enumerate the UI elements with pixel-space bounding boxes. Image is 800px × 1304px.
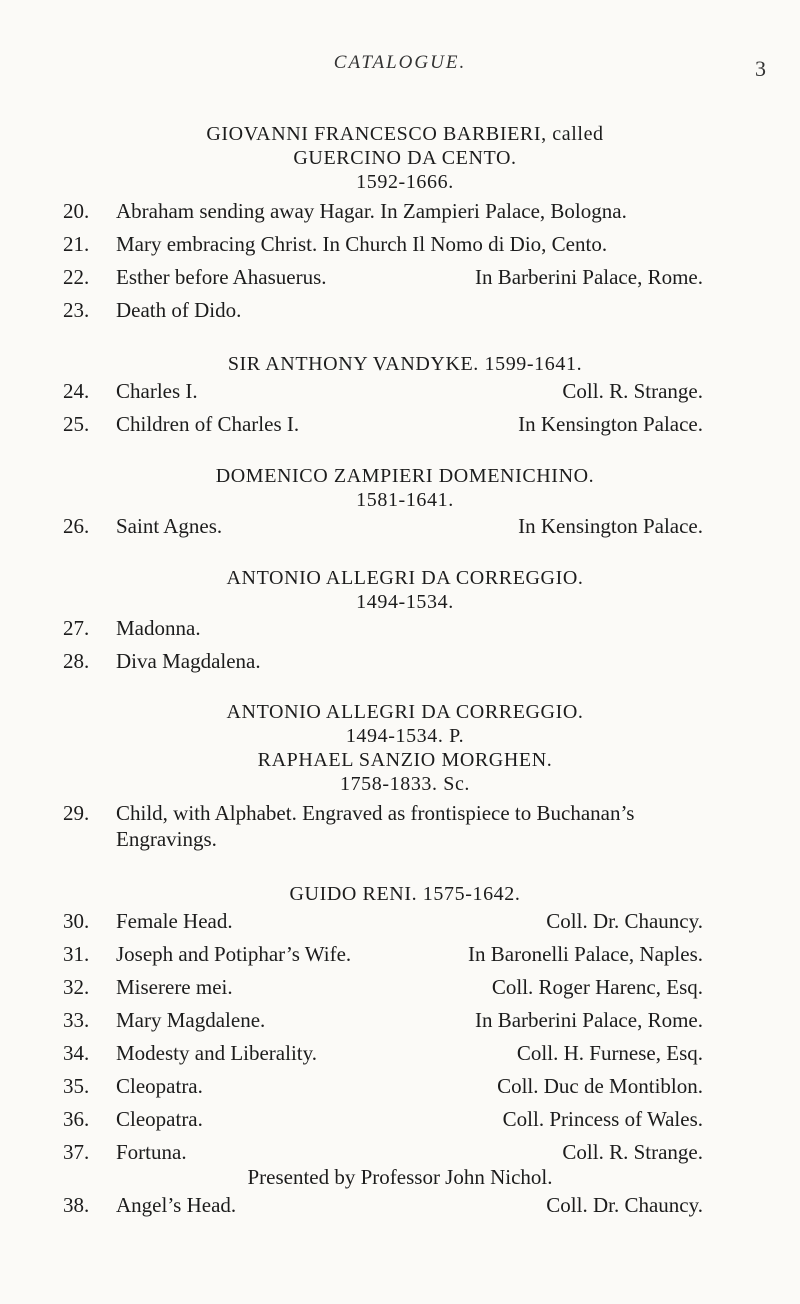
entry-title: Child, with Alphabet. Engraved as frontispiece to Buchanan’s Engravings.	[116, 801, 635, 851]
entry-location: In Kensington Palace.	[518, 412, 703, 436]
catalogue-entry	[0, 229, 800, 259]
catalogue-entry	[0, 972, 800, 1002]
entry-title: Abraham sending away Hagar. In Zampieri Palace, Bologna.	[116, 199, 627, 223]
catalogue-entry	[0, 646, 800, 676]
entry-note: Presented by Professor John Nichol.	[247, 1165, 553, 1189]
entry-title: Mary embracing Christ. In Church Il Nomo di Dio, Cento.	[116, 232, 608, 256]
artist-name-line: SIR ANTHONY VANDYKE. 1599-1641.	[227, 353, 583, 375]
entry-number: 38.	[63, 1193, 90, 1217]
entry-number: 34.	[63, 1041, 90, 1065]
entry-location: Coll. Duc de Montiblon.	[497, 1074, 703, 1098]
entry-location: In Barberini Palace, Rome.	[474, 1008, 703, 1032]
entry-number: 32.	[63, 975, 90, 999]
entry-title: Angel’s Head.	[116, 1193, 237, 1217]
entry-title: Joseph and Potiphar’s Wife.	[116, 942, 352, 966]
engraver-name-line: RAPHAEL SANZIO MORGHEN.	[257, 749, 553, 771]
artist-dates: 1592-1666.	[356, 171, 454, 193]
entry-title: Madonna.	[116, 616, 201, 640]
entry-title: Charles I.	[116, 379, 198, 403]
entry-title: Death of Dido.	[116, 298, 242, 322]
entry-title: Children of Charles I.	[116, 412, 300, 436]
catalogue-entry	[0, 1104, 800, 1134]
entry-number: 27.	[63, 616, 90, 640]
entry-number: 21.	[63, 232, 90, 256]
entry-title: Diva Magdalena.	[116, 649, 261, 673]
artist-dates: 1494-1534.	[356, 591, 454, 613]
artist-name-line: ANTONIO ALLEGRI DA CORREGGIO.	[226, 701, 584, 723]
entry-title: Fortuna.	[116, 1140, 187, 1164]
entry-number: 37.	[63, 1140, 90, 1164]
entry-number: 36.	[63, 1107, 90, 1131]
catalogue-entry	[0, 196, 800, 226]
page-number: 3	[755, 56, 766, 81]
entry-number: 31.	[63, 942, 90, 966]
entry-title: Cleopatra.	[116, 1074, 203, 1098]
catalogue-entry	[0, 800, 800, 856]
catalogue-entry	[0, 262, 800, 292]
catalogue-entry	[0, 1005, 800, 1035]
entry-location: Coll. R. Strange.	[562, 1140, 703, 1164]
entry-location: In Baronelli Palace, Naples.	[468, 942, 703, 966]
catalogue-entry	[0, 613, 800, 643]
entry-title: Miserere mei.	[116, 975, 233, 999]
catalogue-entry	[0, 511, 800, 541]
artist-heading-correggio-morghen	[100, 700, 710, 796]
artist-heading-reni	[100, 882, 710, 906]
entry-number: 26.	[63, 514, 90, 538]
catalogue-entry	[0, 295, 800, 325]
catalogue-entry	[0, 1071, 800, 1101]
entry-title: Cleopatra.	[116, 1107, 203, 1131]
entry-number: 28.	[63, 649, 90, 673]
entry-location: In Kensington Palace.	[518, 514, 703, 538]
artist-dates: 1581-1641.	[356, 489, 454, 511]
artist-heading-domenichino	[100, 464, 710, 512]
entry-number: 25.	[63, 412, 90, 436]
entry-number: 22.	[63, 265, 90, 289]
entry-number: 29.	[63, 801, 90, 825]
running-head: CATALOGUE.	[333, 52, 467, 73]
entry-title: Mary Magdalene.	[116, 1008, 266, 1032]
entry-title: Saint Agnes.	[116, 514, 223, 538]
entry-title: Esther before Ahasuerus.	[116, 265, 327, 289]
entry-number: 24.	[63, 379, 90, 403]
engraver-dates: 1758-1833. Sc.	[339, 773, 471, 795]
catalogue-entry	[0, 376, 800, 406]
artist-name-line: DOMENICO ZAMPIERI DOMENICHINO.	[215, 465, 595, 487]
entry-number: 33.	[63, 1008, 90, 1032]
catalogue-entry	[0, 939, 800, 969]
entry-number: 20.	[63, 199, 90, 223]
entry-location: Coll. Dr. Chauncy.	[546, 1193, 703, 1217]
catalogue-entry	[0, 409, 800, 439]
entry-location: Coll. Roger Harenc, Esq.	[491, 975, 703, 999]
entry-location: Coll. H. Furnese, Esq.	[516, 1041, 703, 1065]
entry-location: Coll. Dr. Chauncy.	[546, 909, 703, 933]
artist-heading-guercino	[100, 122, 710, 194]
artist-name-line: GUERCINO DA CENTO.	[293, 147, 517, 169]
artist-heading-correggio	[100, 566, 710, 614]
entry-number: 35.	[63, 1074, 90, 1098]
entry-location: In Barberini Palace, Rome.	[474, 265, 703, 289]
entry-number: 23.	[63, 298, 90, 322]
entry-title: Modesty and Liberality.	[116, 1041, 318, 1065]
artist-dates: 1494-1534. P.	[345, 725, 465, 747]
catalogue-entry	[0, 1038, 800, 1068]
artist-name-line: ANTONIO ALLEGRI DA CORREGGIO.	[226, 567, 584, 589]
artist-name-line: GIOVANNI FRANCESCO BARBIERI, called	[206, 123, 604, 145]
entry-number: 30.	[63, 909, 90, 933]
catalogue-entry	[0, 1190, 800, 1220]
entry-title: Female Head.	[116, 909, 233, 933]
artist-heading-vandyke	[100, 352, 710, 376]
entry-location: Coll. R. Strange.	[562, 379, 703, 403]
entry-location: Coll. Princess of Wales.	[502, 1107, 703, 1131]
artist-name-line: GUIDO RENI. 1575-1642.	[289, 883, 521, 905]
catalogue-entry	[0, 906, 800, 936]
